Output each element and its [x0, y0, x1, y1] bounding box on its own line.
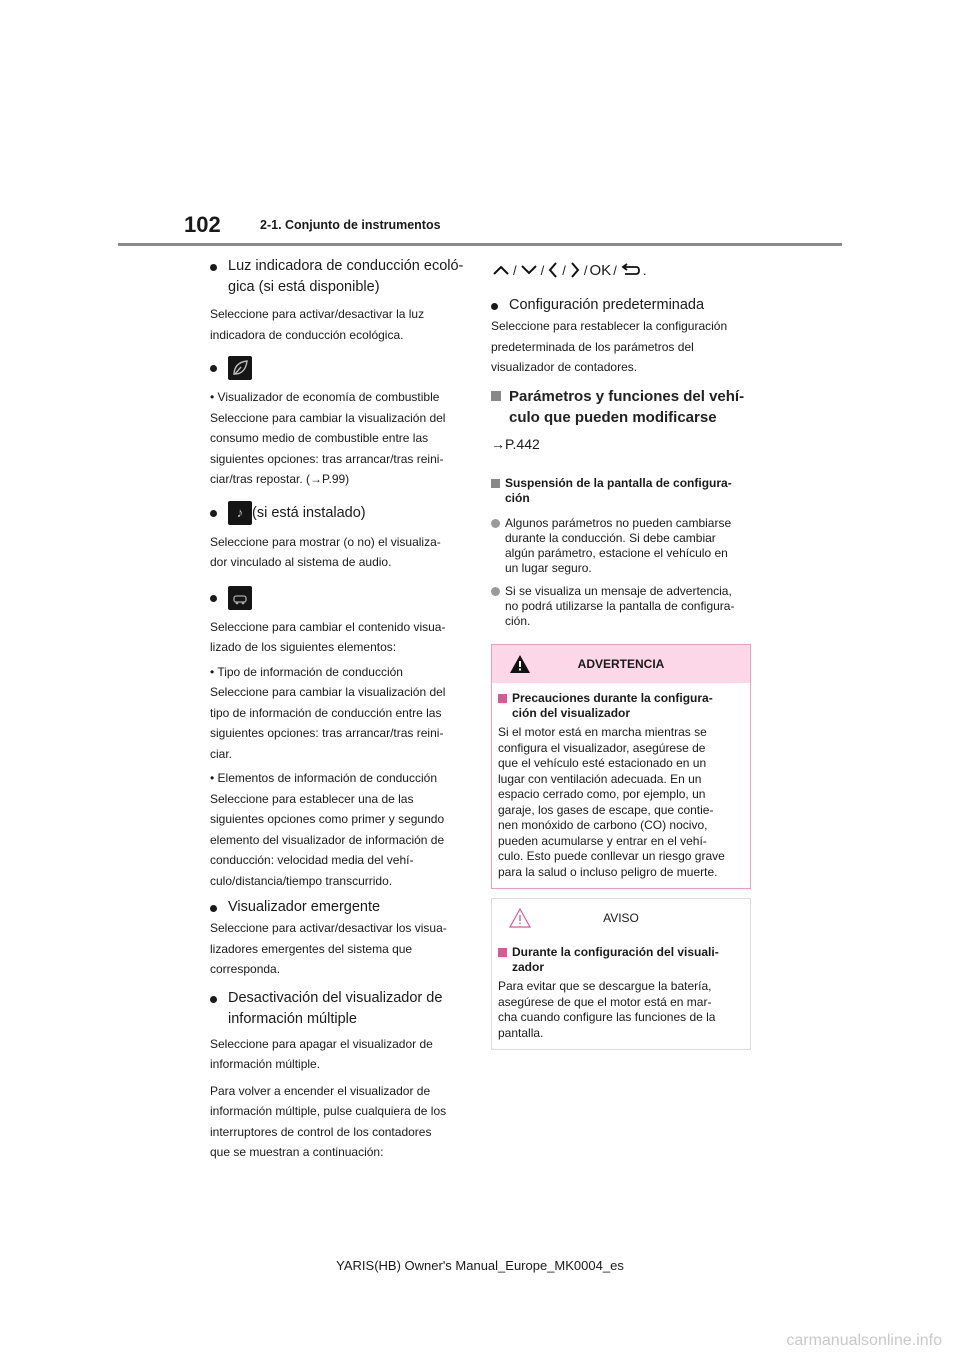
heading-vehicle-params: Parámetros y funciones del vehí- culo que pueden modificarse [491, 386, 753, 428]
chevron-left-icon [546, 260, 560, 280]
ok-icon: OK [589, 261, 612, 279]
chevron-up-icon [491, 262, 511, 278]
warning-header: ADVERTENCIA [492, 645, 750, 683]
section-title: 2-1. Conjunto de instrumentos [260, 218, 441, 232]
header-divider [118, 243, 842, 246]
footer-text: YARIS(HB) Owner's Manual_Europe_MK0004_es [336, 1258, 624, 1273]
right-column: / / / / OK / . Configuración predeterminada Seleccione para restablecer la configuración predeterminada de los parámetros del visualizador de contadores. Parámetros y funciones del vehí- culo que pueden modificarse →P.442 Suspensión de la pantalla de configura- ción Algunos parámetros no pueden cambiarse durante la conducción. Si debe cambiar algún parámetro, estacione el vehículo en un lugar seguro. Si se visualiza un mensaje de advertencia, no podrá utilizarse la pantalla de configura- ción. [491, 260, 753, 629]
page-number: 102 [184, 212, 221, 237]
heading-eco-icon [210, 355, 464, 381]
notice-subheading: Durante la configuración del visuali- zador [498, 945, 744, 975]
heading-audio: ♪ (si está instalado) [210, 500, 464, 526]
warning-box [491, 644, 751, 889]
note-item: Algunos parámetros no pueden cambiarse durante la conducción. Si debe cambiar algún parámetro, estacione el vehículo en un lugar seguro. [491, 516, 753, 576]
heading-suspension: Suspensión de la pantalla de configura- ción [491, 476, 753, 506]
watermark: carmanualsonline.info [786, 1332, 942, 1349]
heading-drive-info [210, 585, 464, 611]
heading-disable-mid: Desactivación del visualizador de información múltiple [210, 988, 464, 1030]
notice-box [491, 898, 751, 1050]
heading-popup: Visualizador emergente [210, 897, 464, 918]
page-reference-link[interactable]: →P.442 [491, 435, 540, 452]
heading-default-config: Configuración predeterminada [491, 295, 753, 316]
warning-text: Si el motor está en marcha mientras se configura el visualizador, asegúrese de que el vehículo esté estacionado en un lugar con ventilación adecuada. En un espacio cerrado como, por ejemplo, un garaje, los gases de escape, que contie- nen monóxido de carbono (CO) nocivo, pueden acumularse y entrar en el vehí- culo. Esto puede conllevar un riesgo grave para la salud o incluso peligro de muerte. [498, 725, 725, 879]
caution-triangle-icon [509, 908, 531, 928]
car-info-icon [228, 586, 252, 610]
warning-subheading: Precauciones durante la configura- ción del visualizador [498, 691, 744, 721]
music-note-icon: ♪ [228, 501, 252, 525]
note-item: Si se visualiza un mensaje de advertencia, no podrá utilizarse la pantalla de configura- ción. [491, 584, 753, 629]
notice-header: AVISO [492, 899, 750, 937]
warning-triangle-icon [509, 654, 531, 674]
chevron-right-icon [568, 260, 582, 280]
control-switches: / / / / OK / . [491, 260, 646, 280]
leaf-icon [228, 356, 252, 380]
chevron-down-icon [519, 262, 539, 278]
left-column: Luz indicadora de conducción ecoló- gica (si está disponible) Seleccione para activar/desactivar la luz indicadora de conducción ecológica. • Visualizador de economía de combustible Seleccione para cambiar la visualización del consumo medio de combustible entre las siguientes opciones: tras arrancar/tras reini- ciar/tras repostar. (→P.99) ♪ (si está instalado) Seleccione para mostrar (o no) el visualiza- dor vinculado al sistema de audio. Seleccione para cambiar el contenido visua- lizado de los siguientes elementos: • Tipo de información de conducción Seleccione para cambiar la visualización del tipo de información de conducción entre las siguientes opciones: tras arrancar/tras reini- ciar. • Elementos de información de conducción Seleccione para establecer una de las siguientes opciones como primer y segundo elemento del visualizador de información de conducción: velocidad media del vehí- culo/distancia/tiempo transcurrido. Visualizador emergente Seleccione para activar/desactivar los visua- lizadores emergentes del sistema que corresponda. Desactivación del visualizador de información múltiple Seleccione para apagar el visualizador de información múltiple. Para volver a encender el visualizador de información múltiple, pulse cualquiera de los interruptores de control de los contadores que se muestran a continuación: [210, 258, 464, 1159]
notice-text: Para evitar que se descargue la batería, asegúrese de que el motor está en mar- cha cuando configure las funciones de la pantalla. [498, 979, 716, 1040]
return-icon [619, 262, 641, 278]
heading-eco-light: Luz indicadora de conducción ecoló- gica (si está disponible) [210, 256, 464, 298]
